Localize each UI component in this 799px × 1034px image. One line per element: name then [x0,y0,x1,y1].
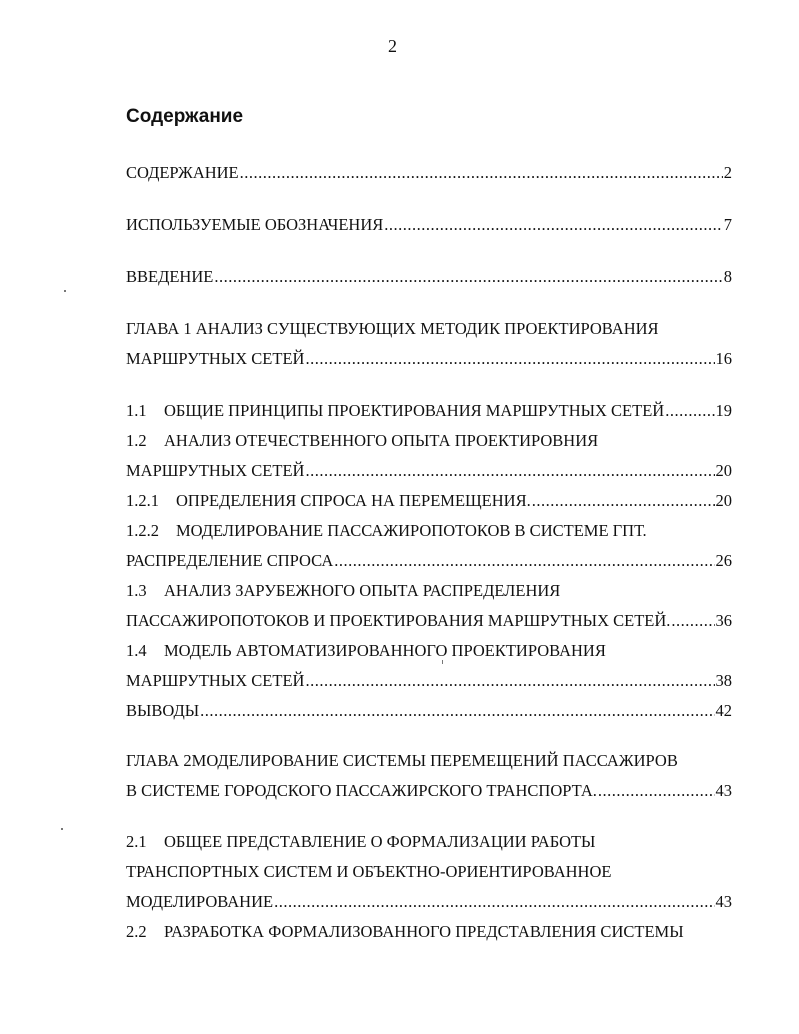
toc-entry-chapter-1[interactable] [126,349,732,369]
toc-dot-leader [671,611,714,631]
toc-dot-leader [305,461,714,481]
toc-entry-page: 43 [715,892,732,911]
toc-entry-page: 20 [715,461,732,480]
toc-entry-notation[interactable] [126,215,732,235]
scan-speck [61,828,63,830]
toc-entry-title: ОБЩЕЕ ПРЕДСТАВЛЕНИЕ О ФОРМАЛИЗАЦИИ РАБОТЫ [164,832,596,851]
toc-entry-number: 1.2.2 [126,521,159,540]
toc-dot-leader [305,671,714,691]
toc-entry-number: 2.1 [126,832,147,851]
toc-entry-number: 1.2.1 [126,491,159,510]
toc-dot-leader [200,701,714,721]
toc-dot-leader [665,401,714,421]
toc-entry-1-2-line1[interactable] [126,431,732,451]
toc-entry-1-4[interactable] [126,671,732,691]
toc-entry-title: РАСПРЕДЕЛЕНИЕ СПРОСА [126,551,334,570]
toc-entry-1-3[interactable] [126,611,732,631]
toc-entry-title: СОДЕРЖАНИЕ [126,163,239,182]
toc-entry-page: 38 [715,671,732,690]
toc-entry-number: 1.3 [126,581,147,600]
toc-entry-page: 43 [715,781,732,800]
toc-dot-leader [214,267,722,287]
toc-entry-title: ИСПОЛЬЗУЕМЫЕ ОБОЗНАЧЕНИЯ [126,215,384,234]
toc-entry-title: АНАЛИЗ ОТЕЧЕСТВЕННОГО ОПЫТА ПРОЕКТИРОВНИЯ [164,431,599,450]
toc-entry-chapter-2[interactable] [126,781,732,801]
toc-entry-number: 1.4 [126,641,147,660]
toc-entry-1-2-1[interactable] [126,491,732,511]
toc-entry-title: ВЫВОДЫ [126,701,200,720]
toc-entry-page: 2 [723,163,732,182]
scan-speck [442,660,443,664]
toc-entry-title: АНАЛИЗ ЗАРУБЕЖНОГО ОПЫТА РАСПРЕДЕЛЕНИЯ [164,581,561,600]
toc-entry-title: ОПРЕДЕЛЕНИЯ СПРОСА НА ПЕРЕМЕЩЕНИЯ. [176,491,531,510]
toc-entry-page: 20 [715,491,732,510]
toc-entry-introduction[interactable] [126,267,732,287]
toc-entry-title: МОДЕЛИРОВАНИЕ [126,892,274,911]
toc-entry-title: ТРАНСПОРТНЫХ СИСТЕМ И ОБЪЕКТНО-ОРИЕНТИРОВАННОЕ [126,862,612,881]
toc-entry-page: 36 [715,611,732,630]
toc-entry-title: ОБЩИЕ ПРИНЦИПЫ ПРОЕКТИРОВАНИЯ МАРШРУТНЫХ СЕТЕЙ [164,401,665,420]
toc-dot-leader [384,215,722,235]
scan-speck [64,290,66,292]
toc-entry-1-2-2-line1[interactable] [126,521,732,541]
toc-entry-page: 42 [715,701,732,720]
toc-dot-leader [598,781,715,801]
toc-entry-title: МАРШРУТНЫХ СЕТЕЙ [126,461,305,480]
toc-entry-contents[interactable] [126,163,732,183]
toc-entry-title: МОДЕЛЬ АВТОМАТИЗИРОВАННОГО ПРОЕКТИРОВАНИЯ [164,641,606,660]
toc-entry-title: В СИСТЕМЕ ГОРОДСКОГО ПАССАЖИРСКОГО ТРАНСПОРТА. [126,781,597,800]
toc-dot-leader [274,892,714,912]
toc-entry-chapter-2-line1[interactable] [126,751,732,771]
toc-entry-title: МОДЕЛИРОВАНИЕ ПАССАЖИРОПОТОКОВ В СИСТЕМЕ ГПТ. [176,521,647,540]
toc-entry-number: 1.2 [126,431,147,450]
toc-entry-chapter-1-line1[interactable] [126,319,732,339]
toc-entry-1-4-line1[interactable] [126,641,732,661]
page-number: 2 [388,36,397,56]
toc-entry-title: ВВЕДЕНИЕ [126,267,214,286]
toc-heading: Содержание [126,106,244,127]
toc-entry-title: МАРШРУТНЫХ СЕТЕЙ [126,671,305,690]
toc-entry-page: 8 [723,267,732,286]
toc-entry-number: 2.2 [126,922,147,941]
toc-entry-page: 7 [723,215,732,234]
toc-entry-2-1-line2[interactable] [126,862,732,882]
toc-entry-1-1[interactable] [126,401,732,421]
toc-dot-leader [305,349,714,369]
toc-entry-1-2[interactable] [126,461,732,481]
toc-entry-title: ГЛАВА 1 АНАЛИЗ СУЩЕСТВУЮЩИХ МЕТОДИК ПРОЕКТИРОВАНИЯ [126,319,659,338]
toc-entry-1-3-line1[interactable] [126,581,732,601]
toc-entry-2-1-line1[interactable] [126,832,732,852]
toc-entry-title: МАРШРУТНЫХ СЕТЕЙ [126,349,305,368]
toc-entry-title: РАЗРАБОТКА ФОРМАЛИЗОВАННОГО ПРЕДСТАВЛЕНИЯ СИСТЕМЫ [164,922,684,941]
toc-dot-leader [334,551,714,571]
toc-entry-page: 16 [715,349,732,368]
toc-entry-2-1[interactable] [126,892,732,912]
toc-entry-page: 26 [715,551,732,570]
toc-entry-conclusions[interactable] [126,701,732,721]
toc-entry-page: 19 [715,401,732,420]
toc-entry-title: ПАССАЖИРОПОТОКОВ И ПРОЕКТИРОВАНИЯ МАРШРУТНЫХ СЕТЕЙ. [126,611,671,630]
toc-entry-title: ГЛАВА 2МОДЕЛИРОВАНИЕ СИСТЕМЫ ПЕРЕМЕЩЕНИЙ ПАССАЖИРОВ [126,751,678,770]
toc-entry-2-2-line1[interactable] [126,922,732,942]
toc-dot-leader [532,491,715,511]
toc-entry-number: 1.1 [126,401,147,420]
toc-entry-1-2-2[interactable] [126,551,732,571]
toc-dot-leader [240,163,723,183]
